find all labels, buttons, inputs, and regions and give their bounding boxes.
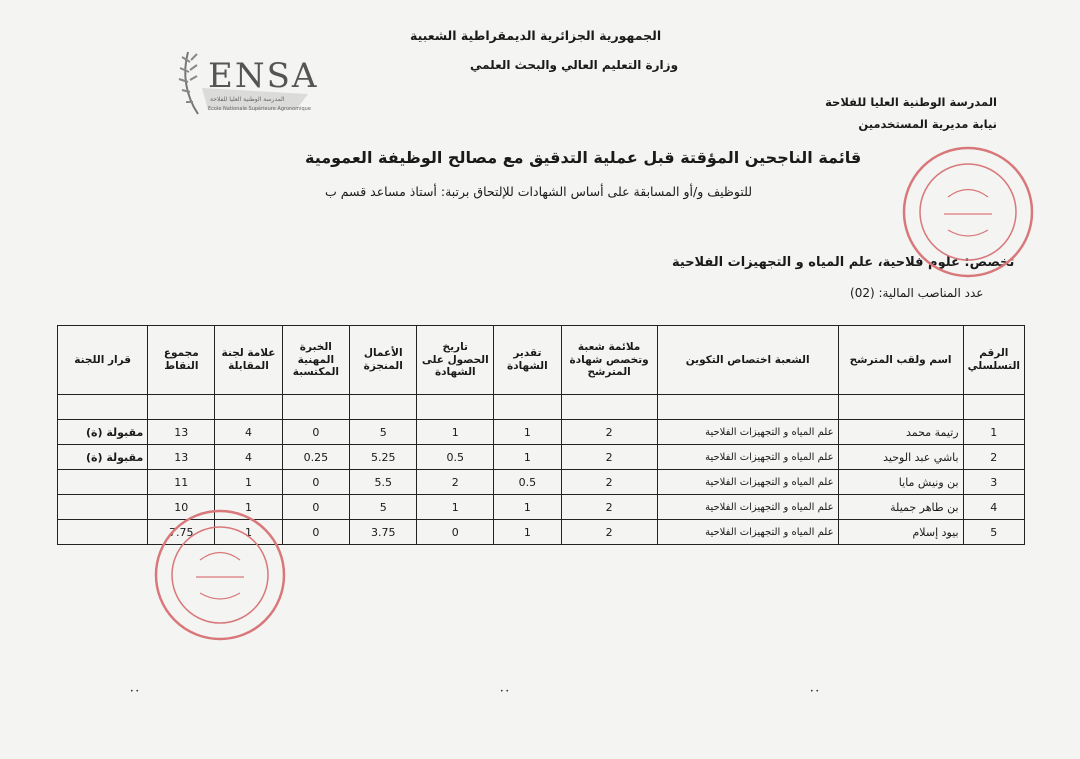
table-cell: 0.25 [282, 445, 350, 470]
table-cell: علم المياه و التجهيزات الفلاحية [657, 445, 838, 470]
col-header-interview: علامة لجنة المقابلة [215, 326, 282, 395]
table-cell: 5 [350, 495, 417, 520]
col-header-grade: تقدير الشهادة [494, 326, 561, 395]
table-cell [58, 495, 148, 520]
table-cell [417, 395, 494, 420]
table-row [58, 470, 1025, 495]
col-header-decision: قرار اللجنة [58, 326, 148, 395]
table-cell: 5.25 [350, 445, 417, 470]
table-cell [963, 395, 1024, 420]
specialty-line: تخصص: علوم فلاحية، علم المياه و التجهيزات الفلاحية [672, 255, 1015, 270]
table-cell: 1 [215, 495, 282, 520]
col-header-total: مجموع النقاط [148, 326, 215, 395]
table-cell: 0.5 [494, 470, 561, 495]
table-cell: علم المياه و التجهيزات الفلاحية [657, 420, 838, 445]
col-header-name: اسم ولقب المترشح [838, 326, 963, 395]
scan-mark: •• [130, 688, 142, 695]
table-cell: بن طاهر جميلة [838, 495, 963, 520]
table-cell: مقبولة (ة) [58, 420, 148, 445]
table-cell: 2 [417, 470, 494, 495]
table-cell: 3 [963, 470, 1024, 495]
table-cell: 1 [494, 495, 561, 520]
table-cell: 1 [494, 520, 561, 545]
table-row [58, 395, 1025, 420]
col-header-experience: الخبرة المهنية المكتسبة [282, 326, 350, 395]
table-header-row [58, 326, 1025, 395]
table-cell: 4 [215, 445, 282, 470]
page-subtitle: للتوظيف و/أو المسابقة على أساس الشهادات للإلتحاق برتبة: أستاذ مساعد قسم ب [325, 184, 753, 199]
table-cell: علم المياه و التجهيزات الفلاحية [657, 495, 838, 520]
table-cell: 1 [494, 445, 561, 470]
table-cell: رتيمة محمد [838, 420, 963, 445]
table-cell: 13 [148, 420, 215, 445]
table-cell [58, 470, 148, 495]
col-header-date: تاريخ الحصول على الشهادة [417, 326, 494, 395]
table-cell: 0 [282, 520, 350, 545]
table-cell: 1 [963, 420, 1024, 445]
table-cell: 0.5 [417, 445, 494, 470]
table-cell: علم المياه و التجهيزات الفلاحية [657, 470, 838, 495]
table-cell: 7.75 [148, 520, 215, 545]
table-cell: 4 [963, 495, 1024, 520]
official-stamp-top [898, 142, 1038, 282]
table-cell: 3.75 [350, 520, 417, 545]
table-cell: 2 [561, 495, 657, 520]
directorate-name: نيابة مديرية المستخدمين [858, 117, 997, 131]
table-cell: 5.5 [350, 470, 417, 495]
posts-count: عدد المناصب المالية: (02) [850, 286, 984, 300]
table-cell: 4 [215, 420, 282, 445]
table-cell: 11 [148, 470, 215, 495]
table-cell: بيود إسلام [838, 520, 963, 545]
table-cell: 2 [561, 520, 657, 545]
col-header-serial: الرقم التسلسلي [963, 326, 1024, 395]
logo-french: Ecole Nationale Supérieure Agronomique [208, 106, 311, 112]
table-cell [58, 520, 148, 545]
ensa-logo [168, 48, 318, 120]
table-cell: مقبولة (ة) [58, 445, 148, 470]
table-row [58, 445, 1025, 470]
table-cell [282, 395, 350, 420]
ministry-heading: وزارة التعليم العالي والبحث العلمي [470, 58, 679, 72]
table-cell [350, 395, 417, 420]
scan-mark: •• [500, 688, 512, 695]
logo-text: ENSA [208, 56, 319, 96]
table-cell: 5 [350, 420, 417, 445]
col-header-fit: ملائمة شعبة وتخصص شهادة المترشح [561, 326, 657, 395]
page-title: قائمة الناجحين المؤقتة قبل عملية التدقيق مع مصالح الوظيفة العمومية [305, 148, 862, 167]
col-header-works: الأعمال المنجزة [350, 326, 417, 395]
col-header-branch: الشعبة اختصاص التكوين [657, 326, 838, 395]
table-cell: 1 [417, 495, 494, 520]
table-cell: 2 [561, 470, 657, 495]
table-cell [148, 395, 215, 420]
table-cell [561, 395, 657, 420]
table-cell: 0 [417, 520, 494, 545]
table-cell [58, 395, 148, 420]
table-cell: 10 [148, 495, 215, 520]
table-cell [657, 395, 838, 420]
official-stamp-bottom [150, 500, 290, 650]
table-cell: باشي عبد الوحيد [838, 445, 963, 470]
table-cell: 2 [561, 420, 657, 445]
table-cell: 0 [282, 495, 350, 520]
table-cell [494, 395, 561, 420]
table-cell: بن ونيش مايا [838, 470, 963, 495]
school-name: المدرسة الوطنية العليا للفلاحة [825, 95, 997, 109]
table-cell: 0 [282, 470, 350, 495]
table-cell: 2 [561, 445, 657, 470]
republic-heading: الجمهورية الجزائرية الديمقراطية الشعبية [410, 28, 662, 43]
table-cell: 13 [148, 445, 215, 470]
table-cell: 2 [963, 445, 1024, 470]
table-cell: 5 [963, 520, 1024, 545]
table-cell [215, 395, 282, 420]
table-cell: 0 [282, 420, 350, 445]
logo-arabic: المدرسة الوطنية العليا للفلاحة [210, 96, 285, 103]
table-cell: 1 [215, 470, 282, 495]
table-cell: 1 [215, 520, 282, 545]
table-cell: 1 [494, 420, 561, 445]
table-row [58, 420, 1025, 445]
scan-mark: •• [810, 688, 822, 695]
table-cell: 1 [417, 420, 494, 445]
table-cell: علم المياه و التجهيزات الفلاحية [657, 520, 838, 545]
table-cell [838, 395, 963, 420]
